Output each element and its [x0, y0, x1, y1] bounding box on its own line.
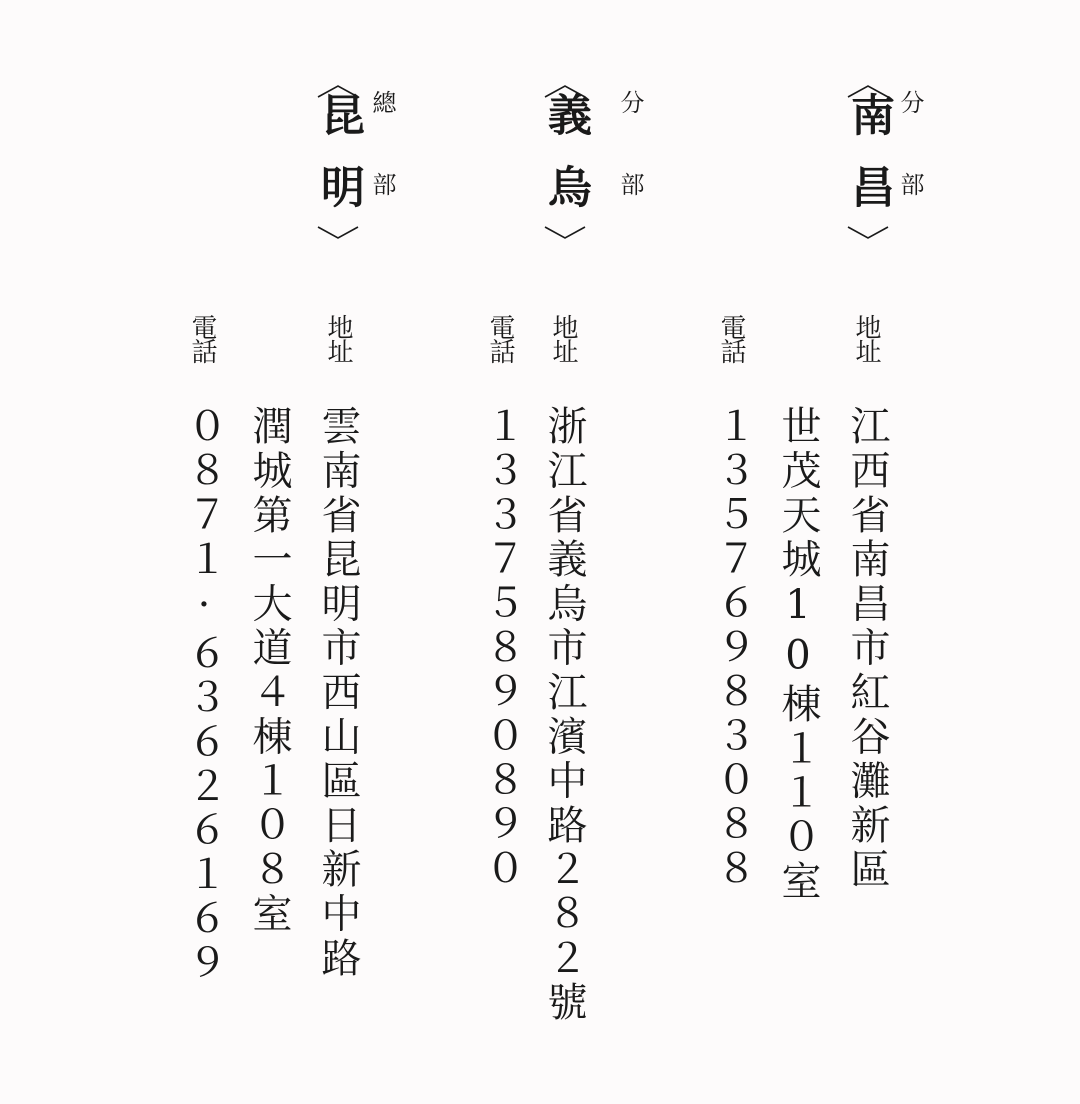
- branch-name: 昆明: [313, 92, 364, 236]
- close-bracket-icon: [846, 226, 890, 240]
- address-line-1: 浙江省義烏市江濱中路２８２號: [541, 405, 587, 1026]
- branch-name: 義烏: [540, 92, 591, 236]
- address-line-2: 潤城第一大道４棟１０８室: [246, 405, 292, 937]
- close-bracket-icon: [543, 226, 587, 240]
- address-label: 地址: [323, 314, 353, 362]
- phone-label: 電話: [716, 314, 746, 362]
- phone-number: ０８７１·６３６２６１６９: [181, 405, 227, 986]
- branch-name: 南昌: [843, 92, 894, 236]
- address-line-1: 江西省南昌市紅谷灘新區: [844, 405, 890, 893]
- phone-label: 電話: [187, 314, 217, 362]
- address-line-1: 雲南省昆明市西山區日新中路: [315, 405, 361, 981]
- branch-type: 分部: [896, 90, 924, 254]
- branch-type: 分部: [616, 90, 644, 254]
- branch-type: 總部: [368, 90, 396, 254]
- address-label: 地址: [851, 314, 881, 362]
- phone-number: １３５７６９８３０８８: [710, 405, 756, 892]
- close-bracket-icon: [316, 226, 360, 240]
- phone-label: 電話: [485, 314, 515, 362]
- address-label: 地址: [548, 314, 578, 362]
- address-line-2: 世茂天城10棟１１０室: [775, 405, 821, 905]
- phone-number: １３３７５８９０８９０: [479, 405, 525, 892]
